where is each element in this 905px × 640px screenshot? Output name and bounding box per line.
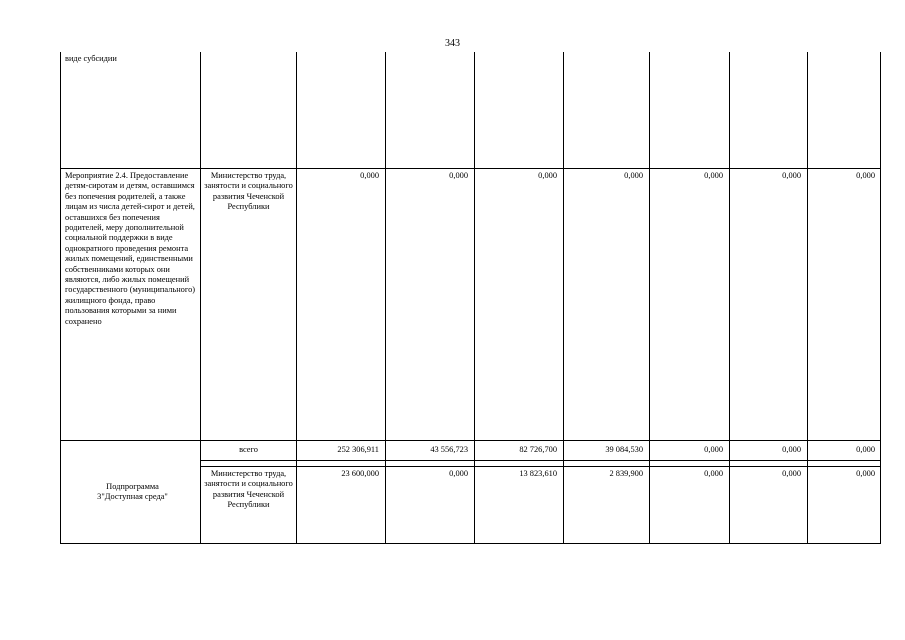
subprogram-3-name: Подпрограмма 3"Доступная среда" xyxy=(97,482,168,502)
value-cell: 0,000 xyxy=(624,171,643,180)
total-label: всего xyxy=(239,445,258,454)
value-cell: 0,000 xyxy=(360,171,379,180)
activity-2-4-name: Мероприятие 2.4. Предоставление детям-сиротам и детям, оставшимся без попечения родителей, а также лицам из числа детей-сирот и детей, оставшихся без попечения родителей, меру дополнительной социальной поддержки в виде однократного проведения ремонта жилых помещений, единственными собственниками которых они являются, либо жилых помещений государственного (муниципального) жилищного фонда, право пользования которыми за ними сохранено xyxy=(65,171,196,326)
total-value-cell: 82 726,700 xyxy=(519,445,557,454)
ministry-value-cell: 0,000 xyxy=(782,469,801,478)
ministry-value-cell: 0,000 xyxy=(856,469,875,478)
column-divider xyxy=(385,52,386,544)
value-cell: 0,000 xyxy=(449,171,468,180)
ministry-value-cell: 23 600,000 xyxy=(341,469,379,478)
row-divider xyxy=(200,460,881,461)
row-divider xyxy=(60,168,881,169)
ministry-executor: Министерство труда, занятости и социального развития Чеченской Республики xyxy=(204,469,293,510)
page-number: 343 xyxy=(445,38,460,49)
table-border-right xyxy=(880,52,881,544)
value-cell: 0,000 xyxy=(704,171,723,180)
total-value-cell: 252 306,911 xyxy=(337,445,379,454)
table-border-bottom xyxy=(60,543,881,544)
column-divider xyxy=(649,52,650,544)
total-value-cell: 0,000 xyxy=(704,445,723,454)
ministry-value-cell: 0,000 xyxy=(704,469,723,478)
total-value-cell: 0,000 xyxy=(856,445,875,454)
ministry-value-cell: 13 823,610 xyxy=(519,469,557,478)
column-divider xyxy=(296,52,297,544)
value-cell: 0,000 xyxy=(782,171,801,180)
ministry-value-cell: 0,000 xyxy=(449,469,468,478)
total-value-cell: 39 084,530 xyxy=(605,445,643,454)
column-divider xyxy=(200,52,201,544)
table-border-left xyxy=(60,52,61,544)
column-divider xyxy=(563,52,564,544)
total-value-cell: 43 556,723 xyxy=(430,445,468,454)
column-divider xyxy=(807,52,808,544)
column-divider xyxy=(729,52,730,544)
total-value-cell: 0,000 xyxy=(782,445,801,454)
row-divider xyxy=(60,440,881,441)
row-name-cell: виде субсидии xyxy=(65,54,117,63)
column-divider xyxy=(474,52,475,544)
budget-table xyxy=(60,52,881,544)
row-divider xyxy=(200,466,881,467)
activity-2-4-executor: Министерство труда, занятости и социального развития Чеченской Республики xyxy=(204,171,293,212)
value-cell: 0,000 xyxy=(538,171,557,180)
value-cell: 0,000 xyxy=(856,171,875,180)
ministry-value-cell: 2 839,900 xyxy=(609,469,643,478)
